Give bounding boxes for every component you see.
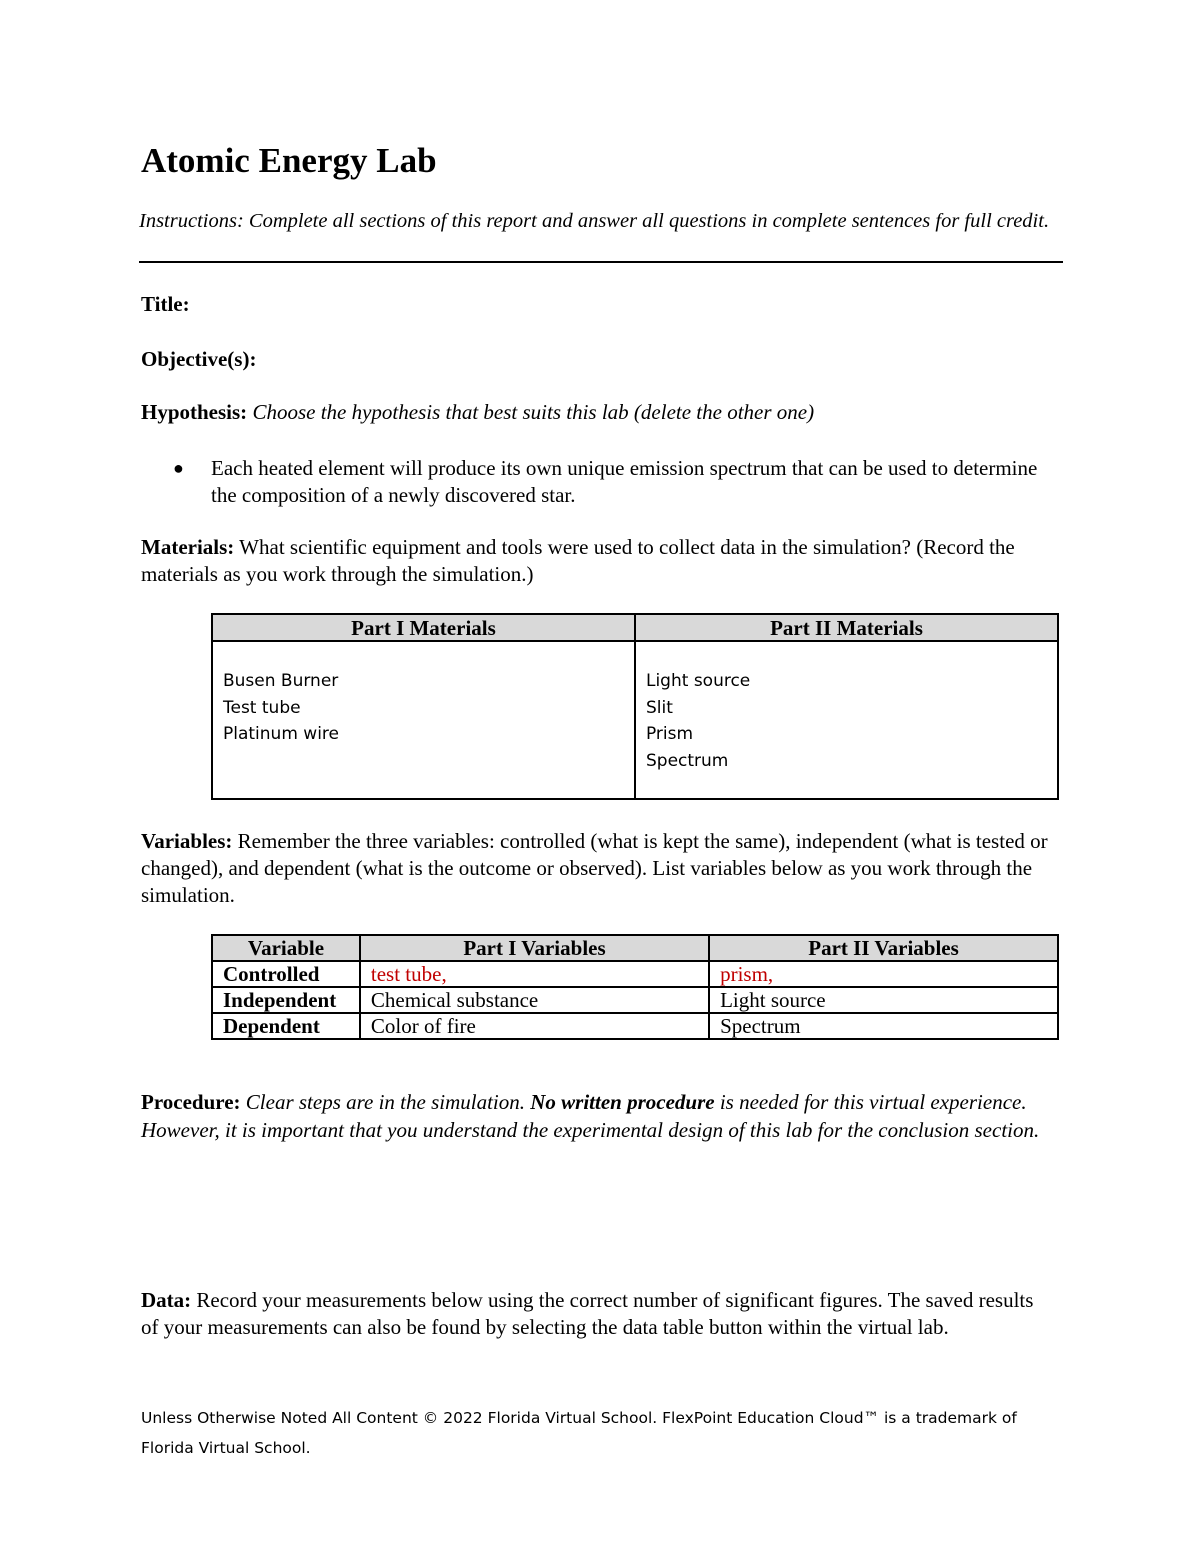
material-item: Spectrum bbox=[645, 750, 729, 771]
variables-table bbox=[211, 934, 1059, 1040]
materials-table bbox=[211, 613, 1059, 800]
row-label-dependent: Dependent bbox=[212, 1013, 360, 1039]
procedure-label: Procedure: bbox=[141, 1090, 241, 1114]
procedure-text-2: is needed for this virtual experience. However, it is important that you understand the experimental design of this lab for the conclusion section. bbox=[141, 1090, 1040, 1142]
materials-header-part1: Part I Materials bbox=[212, 614, 635, 641]
materials-label: Materials: bbox=[141, 535, 235, 559]
table-row bbox=[212, 1013, 1058, 1039]
materials-part1-cell bbox=[212, 641, 635, 799]
hypothesis-instruction: Choose the hypothesis that best suits this lab (delete the other one) bbox=[252, 400, 815, 424]
controlled-part1: test tube, bbox=[360, 961, 709, 987]
data-label: Data: bbox=[141, 1288, 192, 1312]
variables-section bbox=[141, 828, 1061, 909]
table-row bbox=[212, 961, 1058, 987]
title-label: Title: bbox=[141, 292, 190, 316]
variables-header-part2: Part II Variables bbox=[709, 935, 1058, 961]
material-item: Prism bbox=[645, 724, 694, 744]
variables-header-part1: Part I Variables bbox=[360, 935, 709, 961]
hypothesis-section bbox=[141, 399, 1061, 426]
data-section bbox=[141, 1287, 1046, 1341]
materials-part2-cell bbox=[635, 641, 1058, 799]
material-item: Busen Burner bbox=[223, 671, 339, 691]
instructions-text: Instructions: Complete all sections of this report and answer all questions in complete sentences for full credit. bbox=[139, 210, 1050, 232]
procedure-section bbox=[141, 1088, 1056, 1144]
materials-section bbox=[141, 534, 1041, 588]
procedure-emphasis: No written procedure bbox=[530, 1090, 715, 1114]
materials-text: What scientific equipment and tools were used to collect data in the simulation? (Record the materials as you work through the simulation.) bbox=[141, 535, 1015, 586]
independent-part2: Light source bbox=[709, 987, 1058, 1013]
hypothesis-label: Hypothesis: bbox=[141, 400, 248, 424]
material-item: Platinum wire bbox=[223, 724, 339, 744]
variables-header-variable: Variable bbox=[212, 935, 360, 961]
material-item: Slit bbox=[645, 697, 673, 718]
divider-line bbox=[139, 261, 1063, 263]
material-item: Light source bbox=[645, 671, 751, 691]
variables-label: Variables: bbox=[141, 829, 233, 853]
material-item: Test tube bbox=[223, 697, 301, 718]
dependent-part2: Spectrum bbox=[709, 1013, 1058, 1039]
controlled-part2: prism, bbox=[709, 961, 1058, 987]
row-label-controlled: Controlled bbox=[212, 961, 360, 987]
bullet-icon: ● bbox=[173, 458, 184, 478]
footer-copyright: Unless Otherwise Noted All Content © 2022 Florida Virtual School. FlexPoint Education Cloud™ is a trademark of Florida Virtual School. bbox=[141, 1409, 1017, 1457]
hypothesis-bullet-text: Each heated element will produce its own unique emission spectrum that can be used to determine the composition of a newly discovered star. bbox=[211, 456, 1038, 507]
dependent-part1: Color of fire bbox=[360, 1013, 709, 1039]
table-row bbox=[212, 987, 1058, 1013]
objective-label: Objective(s): bbox=[141, 347, 257, 371]
independent-part1: Chemical substance bbox=[360, 987, 709, 1013]
page-title: Atomic Energy Lab bbox=[141, 141, 437, 180]
materials-header-part2: Part II Materials bbox=[635, 614, 1058, 641]
data-text: Record your measurements below using the correct number of significant figures. The saved results of your measurements can also be found by selecting the data table button within the virtual lab. bbox=[141, 1288, 1034, 1339]
variables-text: Remember the three variables: controlled (what is kept the same), independent (what is tested or changed), and dependent (what is the outcome or observed). List variables below as you work through the simulation. bbox=[141, 829, 1048, 907]
procedure-text-1: Clear steps are in the simulation. bbox=[245, 1090, 525, 1114]
row-label-independent: Independent bbox=[212, 987, 360, 1013]
